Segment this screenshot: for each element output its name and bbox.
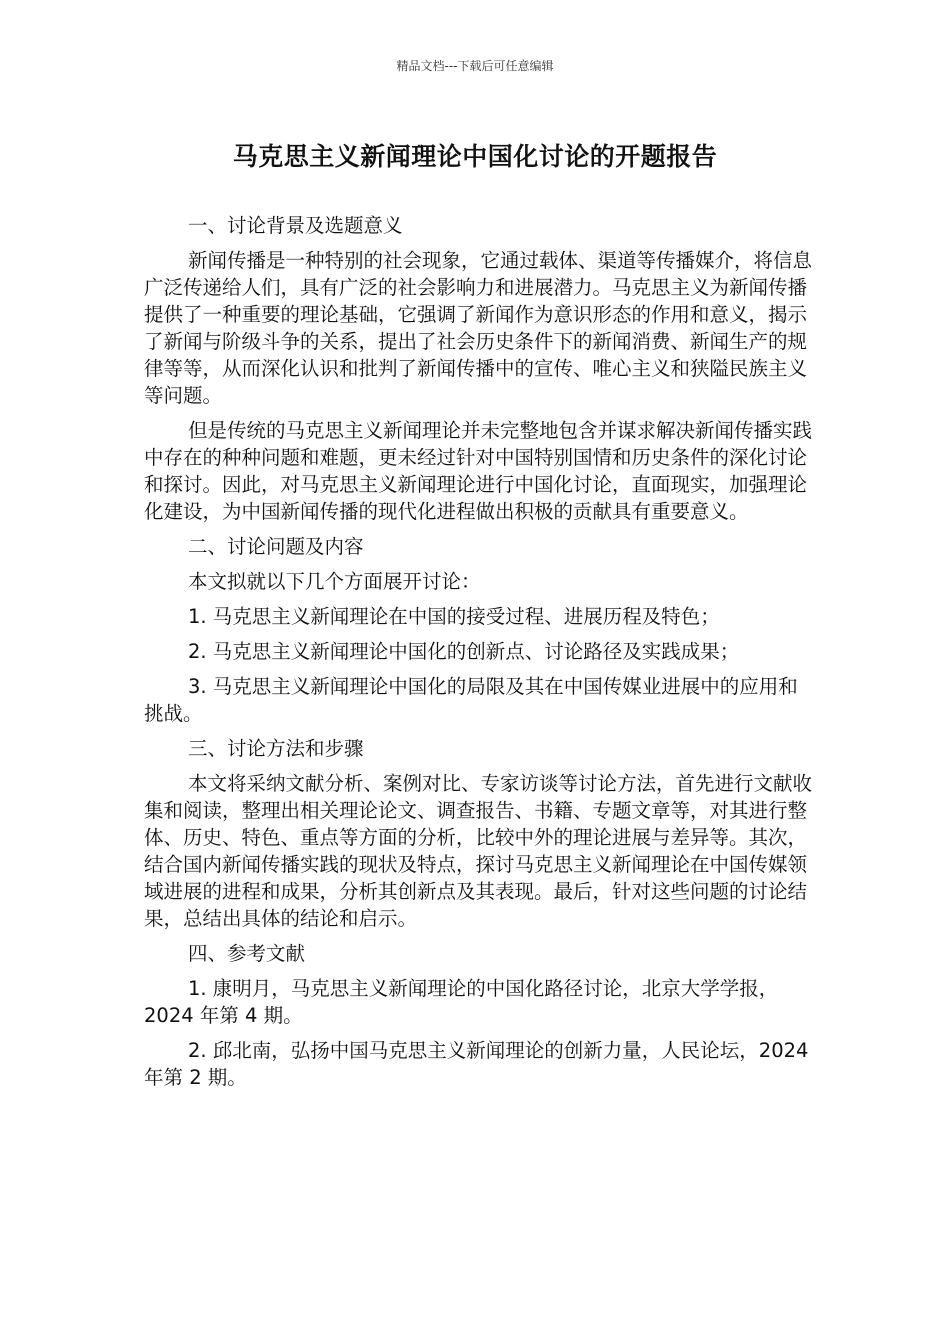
list-item-question-1: 1. 马克思主义新闻理论在中国的接受过程、进展历程及特色；	[188, 605, 720, 628]
paragraph-background-2: 但是传统的马克思主义新闻理论并未完整地包含并谋求解决新闻传播实践中存在的种种问题和难题，更未经过针对中国特别国情和历史条件的深化讨论和探讨。因此，对马克思主义新闻理论进行中国化讨论，直面现实，加强理论化建设，为中国新闻传播的现代化进程做出积极的贡献具有重要意义。	[144, 419, 813, 523]
section-heading-background: 一、讨论背景及选题意义	[188, 214, 403, 237]
list-item-question-2: 2. 马克思主义新闻理论中国化的创新点、讨论路径及实践成果；	[188, 640, 740, 663]
reference-item-1: 1. 康明月，马克思主义新闻理论的中国化路径讨论，北京大学学报，2024 年第 4 期。	[144, 977, 779, 1027]
list-item-question-3: 3. 马克思主义新闻理论中国化的局限及其在中国传媒业进展中的应用和挑战。	[144, 675, 798, 725]
header-note: 精品文档---下载后可任意编辑	[396, 59, 554, 73]
document-title: 马克思主义新闻理论中国化讨论的开题报告	[232, 142, 718, 171]
reference-item-2: 2. 邱北南，弘扬中国马克思主义新闻理论的创新力量，人民论坛，2024 年第 2 期。	[144, 1039, 809, 1089]
section-heading-methods: 三、讨论方法和步骤	[188, 737, 364, 760]
paragraph-questions-intro: 本文拟就以下几个方面展开讨论：	[188, 570, 481, 593]
paragraph-methods: 本文将采纳文献分析、案例对比、专家访谈等讨论方法，首先进行文献收集和阅读，整理出相关理论论文、调查报告、书籍、专题文章等，对其进行整体、历史、特色、重点等方面的分析，比较中外的理论进展与差异等。其次，结合国内新闻传播实践的现状及特点，探讨马克思主义新闻理论在中国传媒领域进展的进程和成果，分析其创新点及其表现。最后，针对这些问题的讨论结果，总结出具体的结论和启示。	[144, 772, 813, 930]
document-body	[144, 212, 812, 1099]
paragraph-background-1: 新闻传播是一种特别的社会现象，它通过载体、渠道等传播媒介，将信息广泛传递给人们，具有广泛的社会影响力和进展潜力。马克思主义为新闻传播提供了一种重要的理论基础，它强调了新闻作为意识形态的作用和意义，揭示了新闻与阶级斗争的关系，提出了社会历史条件下的新闻消费、新闻生产的规律等等，从而深化认识和批判了新闻传播中的宣传、唯心主义和狭隘民族主义等问题。	[144, 249, 813, 407]
section-heading-references: 四、参考文献	[188, 942, 306, 965]
section-heading-questions: 二、讨论问题及内容	[188, 535, 364, 558]
